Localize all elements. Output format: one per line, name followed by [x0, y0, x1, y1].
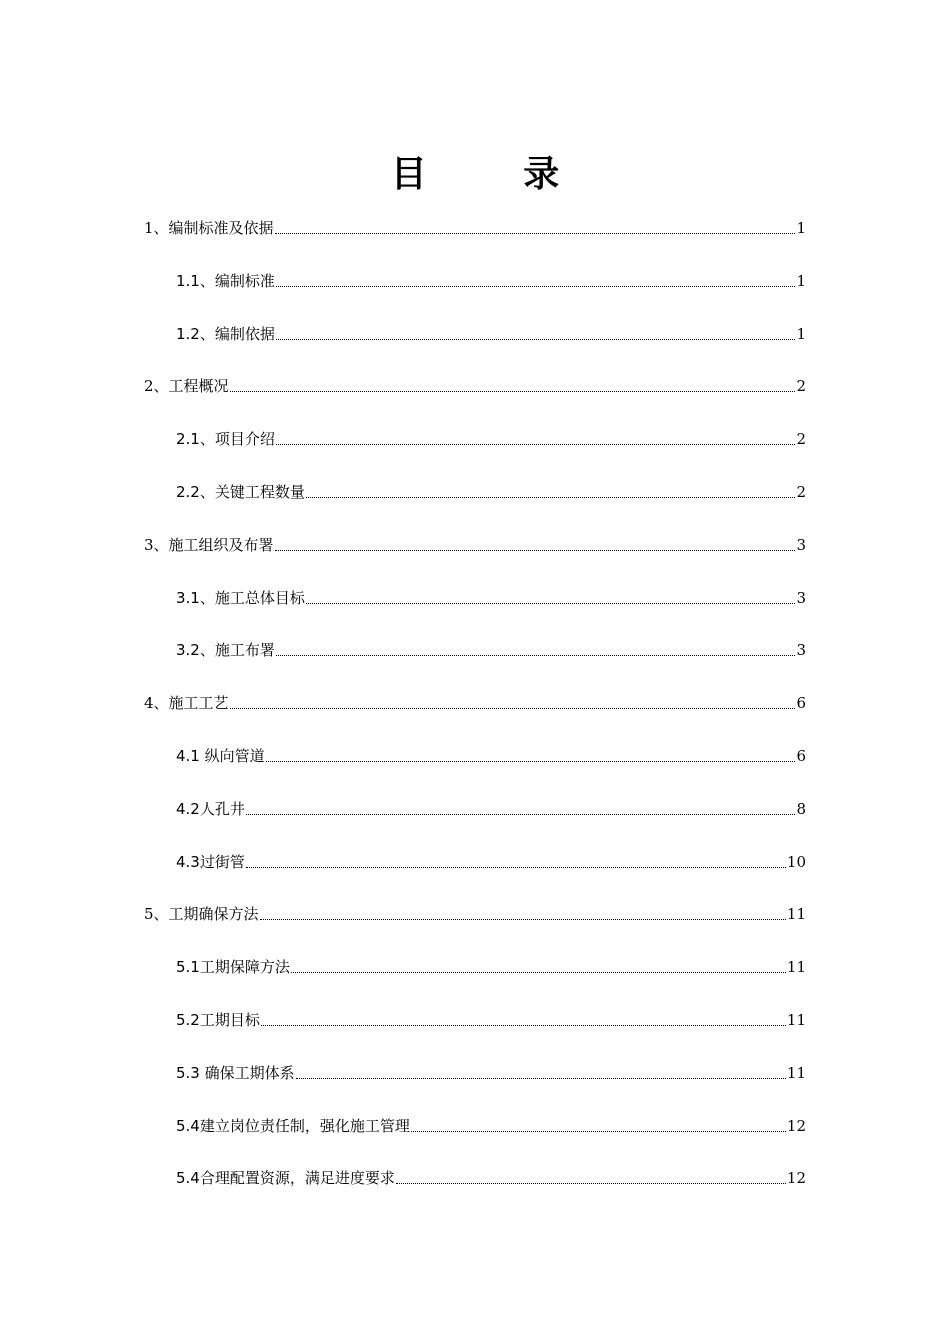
- toc-dot-leader: [411, 1127, 786, 1132]
- toc-dot-leader: [276, 440, 796, 445]
- toc-entry-label: 5.2工期目标: [176, 1011, 260, 1029]
- toc-entry-page-number: 2: [796, 483, 806, 501]
- toc-entry-label: 4.1 纵向管道: [176, 747, 265, 765]
- toc-entry[interactable]: [144, 689, 806, 713]
- toc-entry[interactable]: [144, 900, 806, 924]
- toc-entry-label: 1.1、编制标准: [176, 272, 275, 290]
- toc-dot-leader: [276, 282, 796, 287]
- toc-entry[interactable]: [176, 478, 806, 502]
- page-title: 目 录: [390, 154, 602, 196]
- toc-entry[interactable]: [176, 953, 806, 977]
- toc-dot-leader: [275, 546, 796, 551]
- toc-entry-page-number: 3: [796, 536, 806, 554]
- toc-dot-leader: [396, 1179, 786, 1184]
- toc-dot-leader: [266, 757, 796, 762]
- toc-entry-label: 1、编制标准及依据: [144, 219, 274, 237]
- toc-entry-page-number: 6: [796, 694, 806, 712]
- toc-entry[interactable]: [176, 636, 806, 660]
- toc-entry-label: 3.1、施工总体目标: [176, 589, 305, 607]
- toc-entry-label: 1.2、编制依据: [176, 325, 275, 343]
- toc-entry-label: 5.3 确保工期体系: [176, 1064, 295, 1082]
- toc-entry[interactable]: [176, 795, 806, 819]
- toc-entry[interactable]: [176, 584, 806, 608]
- toc-entry[interactable]: [176, 1164, 806, 1188]
- toc-entry-label: 4、施工工艺: [144, 694, 229, 712]
- toc-entry-page-number: 6: [796, 747, 806, 765]
- toc-dot-leader: [275, 229, 796, 234]
- toc-entry[interactable]: [176, 848, 806, 872]
- toc-entry-page-number: 2: [796, 430, 806, 448]
- toc-dot-leader: [230, 387, 796, 392]
- toc-dot-leader: [261, 1021, 786, 1026]
- toc-entry-label: 5、工期确保方法: [144, 905, 259, 923]
- toc-entry[interactable]: [176, 1112, 806, 1136]
- toc-entry-page-number: 11: [786, 958, 806, 976]
- toc-entry[interactable]: [176, 267, 806, 291]
- toc-entry[interactable]: [176, 742, 806, 766]
- toc-entry[interactable]: [176, 1006, 806, 1030]
- toc-dot-leader: [260, 915, 786, 920]
- toc-entry-label: 3、施工组织及布署: [144, 536, 274, 554]
- toc-dot-leader: [276, 335, 796, 340]
- toc-entry-page-number: 1: [796, 272, 806, 290]
- toc-entry-label: 5.4建立岗位责任制，强化施工管理: [176, 1117, 410, 1135]
- toc-dot-leader: [276, 651, 796, 656]
- toc-entry-label: 3.2、施工布署: [176, 641, 275, 659]
- toc-entry[interactable]: [176, 1059, 806, 1083]
- toc-dot-leader: [306, 599, 796, 604]
- toc-entry-label: 2.1、项目介绍: [176, 430, 275, 448]
- toc-entry-page-number: 3: [796, 641, 806, 659]
- toc-entry[interactable]: [144, 372, 806, 396]
- toc-dot-leader: [296, 1074, 786, 1079]
- toc-entry-page-number: 1: [796, 219, 806, 237]
- toc-entry-label: 2、工程概况: [144, 377, 229, 395]
- toc-dot-leader: [246, 863, 786, 868]
- toc-entry-page-number: 3: [796, 589, 806, 607]
- toc-entry[interactable]: [176, 320, 806, 344]
- toc-dot-leader: [306, 493, 796, 498]
- toc-entry[interactable]: [144, 214, 806, 238]
- toc-entry-label: 5.4合理配置资源，满足进度要求: [176, 1169, 395, 1187]
- toc-dot-leader: [291, 968, 786, 973]
- toc-entry-page-number: 11: [786, 905, 806, 923]
- toc-entry[interactable]: [144, 531, 806, 555]
- toc-entry-label: 5.1工期保障方法: [176, 958, 290, 976]
- toc-entry-label: 4.3过街管: [176, 853, 245, 871]
- toc-dot-leader: [246, 810, 796, 815]
- toc-entry-page-number: 11: [786, 1011, 806, 1029]
- toc-entry-page-number: 1: [796, 325, 806, 343]
- toc-dot-leader: [230, 704, 796, 709]
- toc-entry-page-number: 12: [786, 1117, 806, 1135]
- toc-entry-page-number: 12: [786, 1169, 806, 1187]
- toc-entry-label: 2.2、关键工程数量: [176, 483, 305, 501]
- toc-entry[interactable]: [176, 425, 806, 449]
- toc-entry-page-number: 11: [786, 1064, 806, 1082]
- toc-entry-page-number: 10: [786, 853, 806, 871]
- toc-entry-page-number: 8: [796, 800, 806, 818]
- toc-entry-label: 4.2人孔井: [176, 800, 245, 818]
- toc-entry-page-number: 2: [796, 377, 806, 395]
